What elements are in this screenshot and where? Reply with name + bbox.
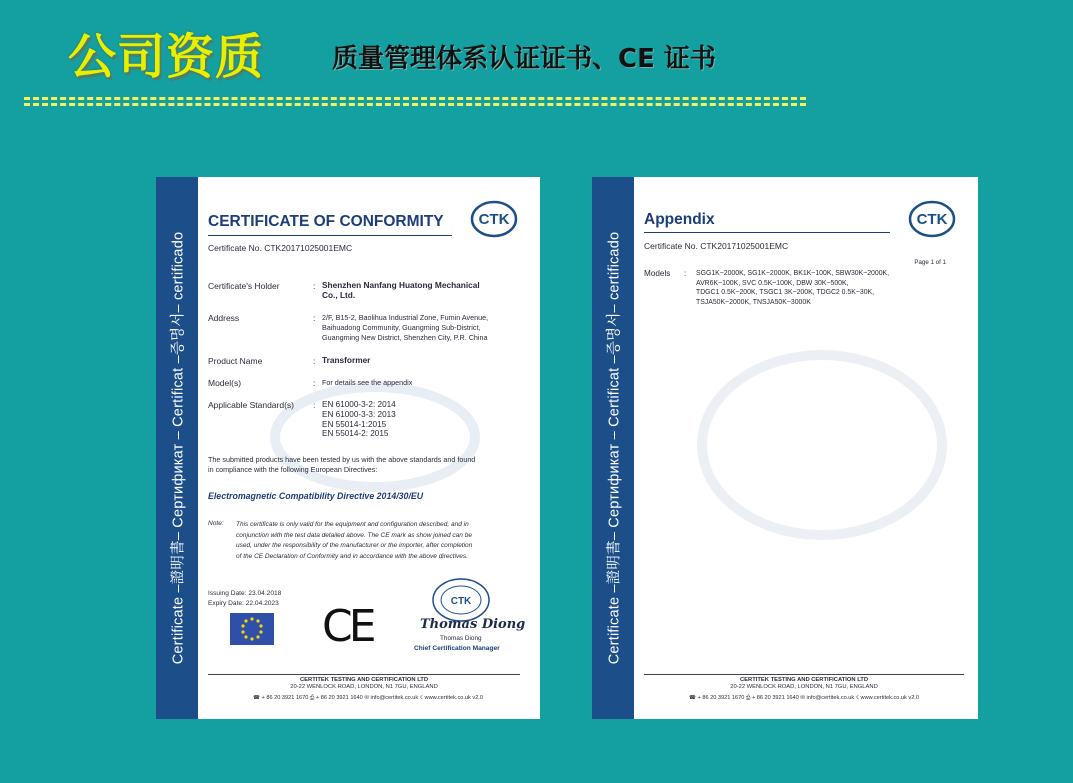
note-label: Note: xyxy=(208,520,224,527)
certificate-title: CERTIFICATE OF CONFORMITY xyxy=(208,213,444,230)
ce-mark: CE xyxy=(322,601,373,652)
certificate-conformity-image xyxy=(156,177,540,719)
appendix-body: Appendix Certificate No. CTK20171025001EMC CTK Page 1 of 1 Models : SGG1K~2000K, SG1K~2000K, BK1K~100K, SBW30K~2000K, AVR6K~100K, SVC 0.5K~100K, DBW 30K~500K, TDGC1 0.5K~200K, TSGC1 3K~200K, TDGC2 0.5K~30K, TSJA50K~2000K, TNSJA50K~3000K CERTITEK TESTING AND CERTIFICATION LTD 20-22 WENLOCK ROAD, LONDON, N1 7GU, ENGLAND ☎ + 86 20 3921 1670 ⎙ + 86 20 3921 1640 ✉ info@certitek.co.uk ☇ www.certitek.co.uk v2.0 xyxy=(644,177,968,719)
models-value: For details see the appendix xyxy=(322,378,413,387)
appendix-sidebar xyxy=(592,177,634,719)
signature: Thomas Diong xyxy=(420,617,526,632)
page-number: Page 1 of 1 xyxy=(914,259,946,266)
standards-value: EN 61000-3-2: 2014 EN 61000-3-3: 2013 EN 55014-1:2015 EN 55014-2: 2015 xyxy=(322,400,396,439)
holder-value: Shenzhen Nanfang Huatong Mechanical Co., Ltd. xyxy=(322,280,480,300)
divider xyxy=(24,97,806,100)
footer-contact: ☎ + 86 20 3921 1670 ⎙ + 86 20 3921 1640 ✉ info@certitek.co.uk ☇ www.certitek.co.uk v2.0 xyxy=(253,695,483,701)
page-title: 公司资质 xyxy=(68,29,265,85)
address-value: 2/F, B15-2, Baolihua Industrial Zone, Fumin Avenue, Baihuadong Community, Guangming Sub-District, Guangming New District, Shenzhen City, P.R. China xyxy=(322,313,489,342)
standards-label: Applicable Standard(s) xyxy=(208,400,294,410)
product-label: Product Name xyxy=(208,356,263,366)
models-label: Models xyxy=(644,269,671,278)
compliance-statement: The submitted products have been tested by us with the above standards and found in compliance with the following European Directives: xyxy=(208,455,476,474)
footer-contact: ☎ + 86 20 3921 1670 ⎙ + 86 20 3921 1640 ✉ info@certitek.co.uk ☇ www.certitek.co.uk v2.0 xyxy=(689,695,919,701)
signer-title: Chief Certification Manager xyxy=(414,645,500,652)
product-value: Transformer xyxy=(322,355,371,365)
eu-flag-icon xyxy=(230,613,274,645)
ctk-watermark xyxy=(692,345,952,545)
divider xyxy=(644,674,964,675)
sidebar-text: Certificate –證明書– Сертификат – Certificat –증명서– certificado xyxy=(170,231,187,665)
certificate-footer: CERTITEK TESTING AND CERTIFICATION LTD 20-22 WENLOCK ROAD, LONDON, N1 7GU, ENGLAND xyxy=(290,677,438,691)
ctk-logo-text: CTK xyxy=(478,211,510,228)
address-label: Address xyxy=(208,313,240,323)
ctk-logo-text: CTK xyxy=(916,211,948,228)
divider xyxy=(24,103,806,106)
sidebar-text: Certificate –證明書– Сертификат – Certificat –증명서– certificado xyxy=(606,231,623,665)
note-text: This certificate is only valid for the equipment and configuration described, and in conjunction with the test data detailed above. The CE mark as show joined can be used, under the responsibility of the manufacturer or the importer, after completion of the CE Declaration of Conformity and in accordance with the above directives. xyxy=(236,521,473,560)
appendix-title: Appendix xyxy=(644,211,715,228)
divider xyxy=(208,674,520,675)
certificate-number: Certificate No. CTK20171025001EMC xyxy=(208,243,353,253)
appendix-footer: CERTITEK TESTING AND CERTIFICATION LTD 20-22 WENLOCK ROAD, LONDON, N1 7GU, ENGLAND xyxy=(730,677,878,691)
expiry-date: Expiry Date: 22.04.2023 xyxy=(208,600,279,607)
ctk-logo xyxy=(470,199,518,239)
appendix-image xyxy=(592,177,978,719)
models-label: Model(s) xyxy=(208,378,242,388)
appendix-certificate-number: Certificate No. CTK20171025001EMC xyxy=(644,241,789,251)
holder-label: Certificate's Holder xyxy=(208,281,280,291)
divider xyxy=(644,232,890,233)
certificate-sidebar xyxy=(156,177,198,719)
certificate-body: CERTIFICATE OF CONFORMITY Certificate No. CTK20171025001EMC CTK Certificate's Holder : Shenzhen Nanfang Huatong Mechanical Co., Ltd. Address : 2/F, B15-2, Baolihua Industrial Zone, Fumin Avenue, Baihuadong Community, Guangming Sub-District, Guangming New District, Shenzhen City, P.R. China Product Name : Transformer Model(s) : For details see the appendix Applicable Standard(s) : EN 61000-3-2: 2014 EN 61000-3-3: 2013 EN 55014-1:2015 EN 55014-2: 2015 The submitted products have been tested by us with the above standards and found in compliance with the following European Directives: Electromagnetic Compatibility Directive 2014/30/EU Note: This certificate is only valid for the equipment and configuration described, and in conjunction with the test data detailed above. The CE mark as show joined can be used, under the responsibility of the manufacturer or the importer, after completion of the CE Declaration of Conformity and in accordance with the above directives. Issuing Date: 23.04.2018 Expiry Date: 22.04.2023 CE CTK Thomas Diong Thomas Diong Chief Certification Manager CERTITEK TESTING AND CERTIFICATION LTD 20-22 WENLOCK ROAD, LONDON, N1 7GU, ENGLAND ☎ + 86 20 3921 1670 ⎙ + 86 20 3921 1640 ✉ info@certitek.co.uk ☇ www.certitek.co.uk v2.0 xyxy=(208,177,530,719)
seal-text: CTK xyxy=(450,596,472,607)
divider xyxy=(208,235,452,236)
issuing-date: Issuing Date: 23.04.2018 xyxy=(208,590,282,597)
signer-name: Thomas Diong xyxy=(440,635,482,642)
certificate-dates xyxy=(208,589,281,609)
page-subtitle: 质量管理体系认证证书、CE 证书 xyxy=(332,44,716,74)
ctk-logo xyxy=(908,199,956,239)
models-list: SGG1K~2000K, SG1K~2000K, BK1K~100K, SBW30K~2000K, AVR6K~100K, SVC 0.5K~100K, DBW 30K~500K, TDGC1 0.5K~200K, TSGC1 3K~200K, TDGC2 0.5K~30K, TSJA50K~2000K, TNSJA50K~3000K xyxy=(696,270,890,306)
directive: Electromagnetic Compatibility Directive 2014/30/EU xyxy=(208,491,424,501)
